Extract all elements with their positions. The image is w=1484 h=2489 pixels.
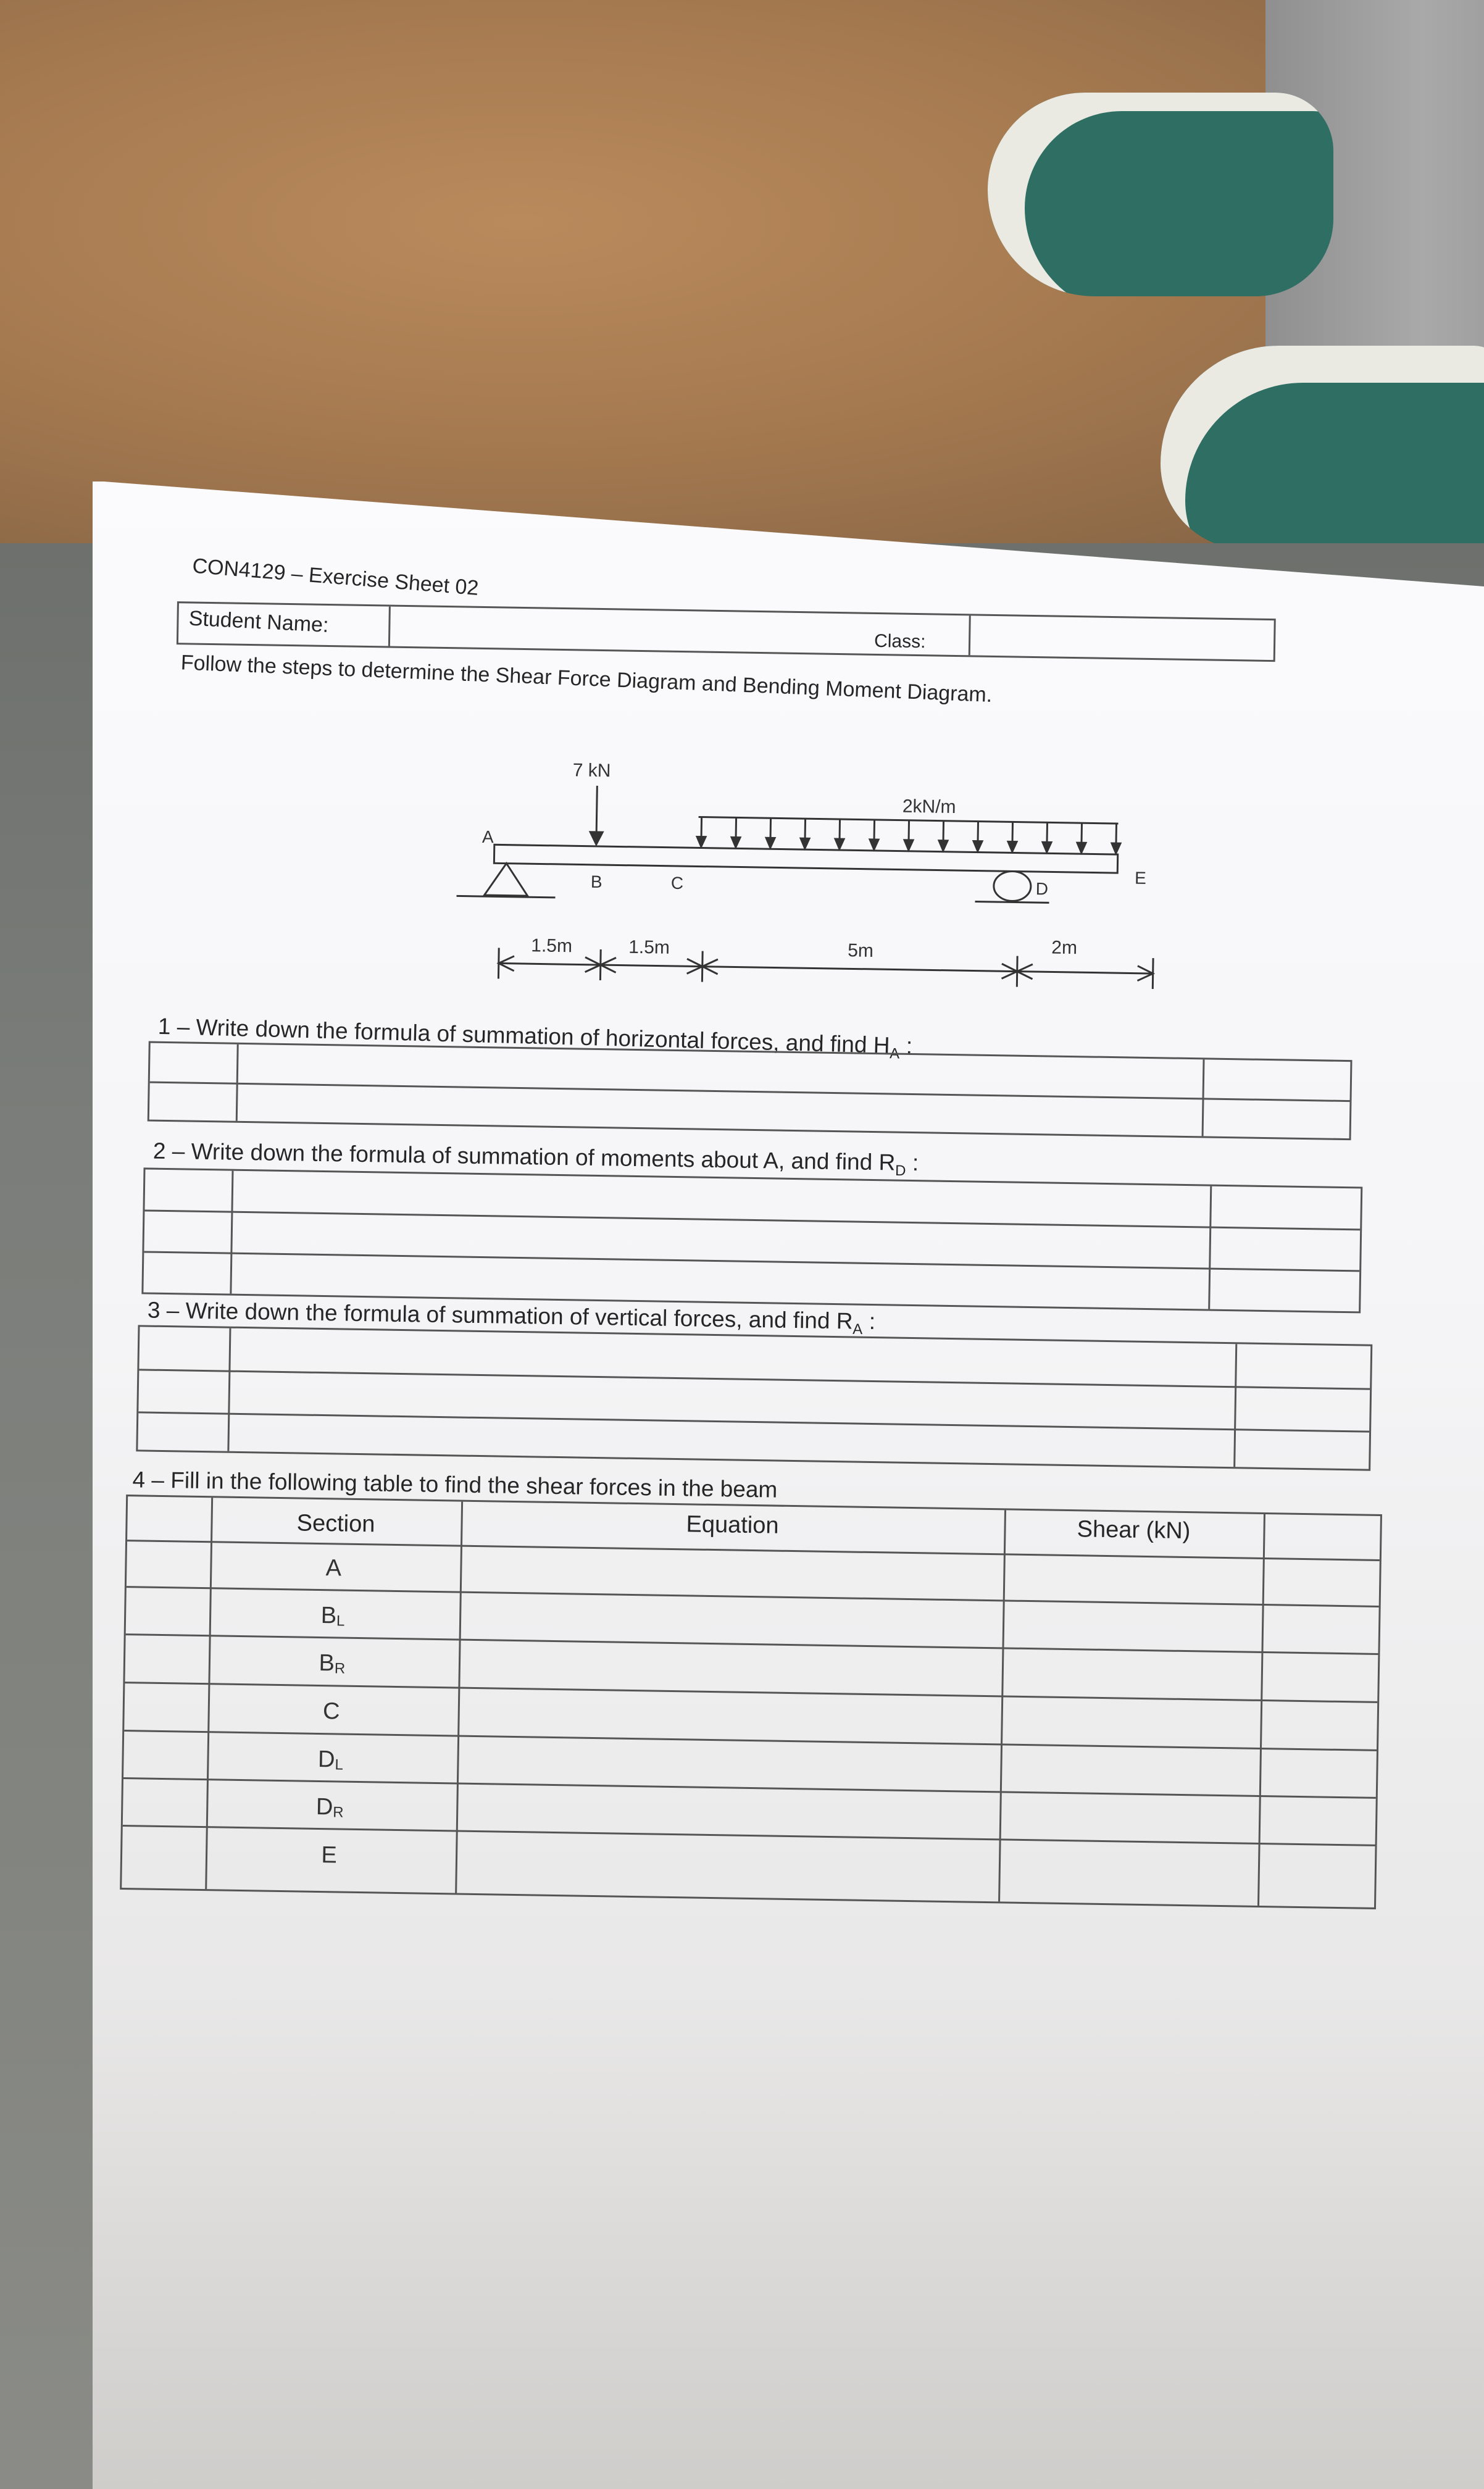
span-bc: 1.5m [628,936,670,958]
udl-arrowhead [835,839,844,849]
udl-arrowhead [1077,843,1086,853]
instructions: Follow the steps to determine the Shear Force Diagram and Bending Moment Diagram. [180,651,993,707]
udl-arrowhead [870,840,878,849]
udl-arrowhead [973,841,982,851]
udl-label: 2kN/m [902,796,956,818]
beam-diagram [356,745,1224,1018]
question-2: 2 – Write down the formula of summation of moments about A, and find $R_D$ : [152,1138,919,1180]
answer-box-2[interactable] [141,1167,1362,1313]
answer-box-3[interactable] [136,1325,1372,1470]
udl-arrowhead [1043,842,1051,852]
question-4: 4 – Fill in the following table to find the shear forces in the beam [132,1467,778,1503]
dimension-line [499,963,1153,974]
row-label-a: A [325,1555,342,1582]
udl-arrowhead [732,837,740,847]
udl-arrowhead [939,841,948,851]
udl-arrowhead [766,838,775,848]
span-de: 2m [1051,937,1078,959]
course-title: CON4129 – Exercise Sheet 02 [191,554,480,600]
span-ab: 1.5m [531,935,573,957]
column-shear: Shear (kN) [1077,1516,1191,1545]
row-label-d-left: $D_L$ [317,1746,344,1774]
row-label-e: E [321,1842,338,1869]
roller-support-d [994,871,1032,901]
class-field[interactable] [970,615,1273,659]
sneaker-left [988,93,1333,296]
udl-arrowhead [801,838,809,848]
student-name-label: Student Name: [188,606,330,637]
row-label-b-left: $B_L$ [320,1603,345,1630]
beam [494,844,1117,873]
question-1: 1 – Write down the formula of summation of horizontal forces, and find $H_A$ : [157,1013,913,1062]
point-a-label: A [481,827,494,847]
answer-box-1[interactable] [148,1041,1353,1141]
row-label-d-right: $D_R$ [315,1793,344,1821]
span-cd: 5m [847,940,874,961]
point-b-label: B [590,872,602,892]
point-c-label: C [670,873,684,893]
point-load-arrow [596,786,597,836]
point-e-label: E [1134,868,1147,888]
udl-arrowhead [904,840,913,850]
udl-arrowhead [697,836,706,846]
column-section: Section [296,1510,375,1538]
question-3: 3 – Write down the formula of summation of vertical forces, and find $R_A$ : [147,1297,876,1338]
exercise-sheet [69,482,1481,1985]
udl-arrowhead [1008,841,1017,851]
row-label-b-right: $B_R$ [319,1649,346,1677]
udl-arrowhead [1112,843,1120,853]
column-equation: Equation [686,1511,779,1539]
class-label: Class: [873,630,926,652]
pin-support-a [485,863,528,896]
point-d-label: D [1035,879,1049,899]
shear-table [120,1495,1382,1909]
row-label-c: C [322,1698,340,1725]
point-load-label: 7 kN [572,760,611,782]
